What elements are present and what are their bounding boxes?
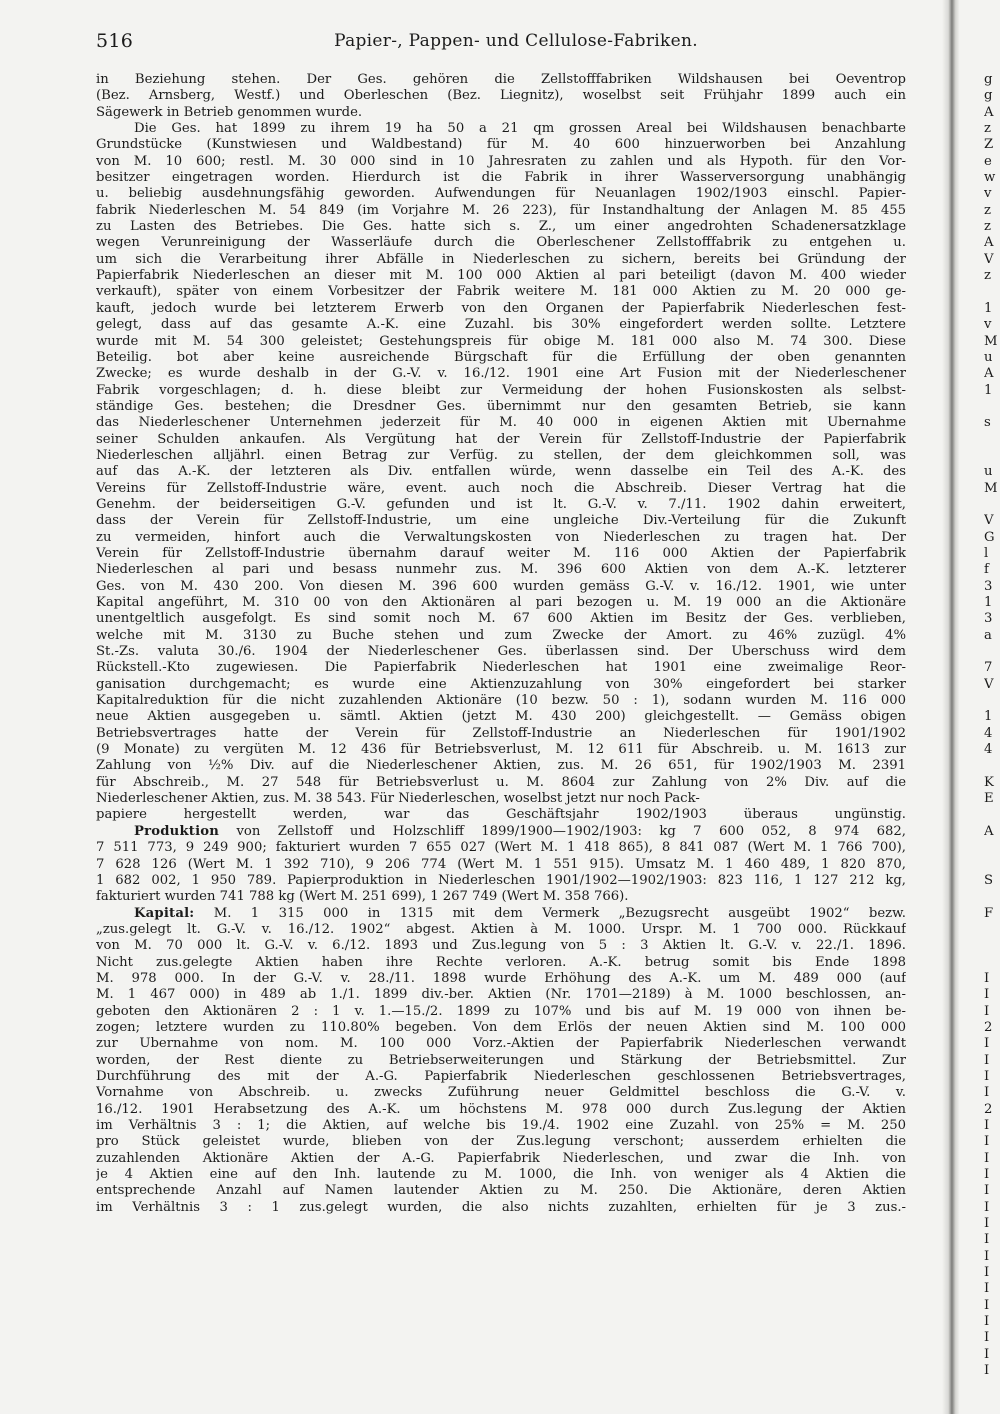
adjacent-fragment <box>984 857 1000 873</box>
adjacent-fragment: I <box>984 1167 990 1183</box>
text-line: St.-Zs. valuta 30./6. 1904 der Niederleschener Ges. überlassen sind. Der Überschuss wird dem <box>96 644 906 660</box>
text-line: u. beliebig ausdehnungsfähig geworden. Aufwendungen für Neuanlagen 1902/1903 einschl. Papier- <box>96 186 906 202</box>
text-line: Niederleschen al pari und besass nunmehr zus. M. 396 600 Aktien von dem A.-K. letzterer <box>96 562 906 578</box>
text-line: Ges. von M. 430 200. Von diesen M. 396 600 wurden gemäss G.-V. v. 16./12. 1901, wie unter <box>96 578 906 594</box>
adjacent-fragment: I <box>984 1036 990 1052</box>
adjacent-fragment <box>984 955 1000 971</box>
kapital-text: M. 1 315 000 in 1315 mit dem Vermerk „Bezugsrecht ausgeübt 1902“ bezw. <box>194 905 906 921</box>
adjacent-fragment: K <box>984 774 994 790</box>
adjacent-fragment: z <box>984 121 991 137</box>
produktion-heading: Produktion <box>134 823 220 839</box>
kapital-line: „zus.gelegt lt. G.-V. v. 16./12. 1902“ abgest. Aktien à M. 1000. Urspr. M. 1 700 000. Rückkauf <box>96 921 906 937</box>
adjacent-fragment: l <box>984 545 989 561</box>
text-line: gelegt, dass auf das gesamte A.-K. eine Zuzahl. bis 30% eingefordert werden sollte. Letztere <box>96 317 906 333</box>
adjacent-fragment: 1 <box>984 300 993 316</box>
text-line: für Abschreib., M. 27 548 für Betriebsverlust u. M. 8604 zur Zahlung von 2% Div. auf die <box>96 774 906 790</box>
kapital-heading: Kapital: <box>134 905 195 921</box>
adjacent-fragment: I <box>984 1363 990 1379</box>
adjacent-fragment: z <box>984 268 991 284</box>
kapital-line: zogen; letztere wurden zu 110.80% begeben. Von dem Erlös der neuen Aktien sind M. 100 000 <box>96 1019 906 1035</box>
adjacent-fragment: g <box>984 72 993 87</box>
text-line: Sägewerk in Betrieb genommen wurde. <box>96 104 363 120</box>
adjacent-fragment: e <box>984 153 992 169</box>
adjacent-fragment: G <box>984 529 995 545</box>
adjacent-fragment: I <box>984 1150 990 1166</box>
adjacent-fragment: I <box>984 1199 990 1215</box>
text-line: auf das A.-K. der letzteren als Div. entfallen würde, wenn dasselbe ein Teil des A.-K. des <box>96 464 906 480</box>
adjacent-fragment <box>984 889 1000 905</box>
adjacent-fragment: I <box>984 1281 990 1297</box>
kapital-line: M. 978 000. In der G.-V. v. 28./11. 1898 wurde Erhöhung des A.-K. um M. 489 000 (auf <box>96 970 906 986</box>
adjacent-fragment: I <box>984 1216 990 1232</box>
kapital-line: Durchführung des mit der A.-G. Papierfabrik Niederleschen geschlossenen Betriebsvertrages, <box>96 1068 906 1084</box>
adjacent-fragment <box>984 840 1000 856</box>
adjacent-fragment <box>984 497 1000 513</box>
adjacent-fragment: I <box>984 970 990 986</box>
kapital-line: pro Stück geleistet wurde, blieben von der Zus.legung verschont; ausserdem erhielten die <box>96 1134 906 1150</box>
adjacent-fragment: A <box>984 823 994 839</box>
kapital-line: M. 1 467 000) in 489 ab 1./1. 1899 div.-ber. Aktien (Nr. 1701—2189) à M. 1000 beschlossen, an- <box>96 987 906 1003</box>
adjacent-fragment: I <box>984 987 990 1003</box>
text-line: wurde mit M. 54 300 geleistet; Gestehungspreis für obige M. 181 000 also M. 74 300. Diese <box>96 333 906 349</box>
adjacent-fragment: F <box>984 905 994 921</box>
body-text <box>96 72 906 1216</box>
adjacent-fragment: I <box>984 1346 990 1362</box>
produktion-text: von Zellstoff und Holzschliff 1899/1900—1902/1903: kg 7 600 052, 8 974 682, <box>219 823 906 839</box>
adjacent-fragment: V <box>984 251 994 267</box>
text-line: Verein für Zellstoff-Industrie übernahm darauf weiter M. 116 000 Aktien der Papierfabrik <box>96 545 906 561</box>
kapital-line: je 4 Aktien eine auf den Inh. lautende zu M. 1000, die Inh. von weniger als 4 Aktien die <box>96 1167 906 1183</box>
adjacent-fragment: s <box>984 415 991 431</box>
adjacent-fragment <box>984 399 1000 415</box>
produktion-line: 7 628 126 (Wert M. 1 392 710), 9 206 774 (Wert M. 1 551 915). Umsatz M. 1 460 489, 1 820 870, <box>96 856 906 872</box>
adjacent-fragment: I <box>984 1314 990 1330</box>
text-line: dass der Verein für Zellstoff-Industrie, um eine ungleiche Div.-Verteilung für die Zukunft <box>96 513 906 529</box>
adjacent-fragment: z <box>984 219 991 235</box>
adjacent-fragment: I <box>984 1134 990 1150</box>
text-line: besitzer eingetragen worden. Hierdurch ist die Fabrik in ihrer Wasserversorgung unabhängig <box>96 170 906 186</box>
text-line: Genehm. der beiderseitigen G.-V. gefunden und ist lt. G.-V. v. 7./11. 1902 dahin erweitert, <box>96 496 906 512</box>
adjacent-fragment: I <box>984 1297 990 1313</box>
text-line: Zahlung von ½% Div. auf die Niederleschener Aktien, zus. M. 26 651, für 1902/1903 M. 2391 <box>96 758 906 774</box>
adjacent-fragment: 2 <box>984 1019 993 1035</box>
text-line: ganisation durchgemacht; es wurde eine Aktienzuzahlung von 30% eingefordert bei starker <box>96 676 906 692</box>
adjacent-fragment: u <box>984 349 993 365</box>
adjacent-fragment: I <box>984 1085 990 1101</box>
kapital-line: worden, der Rest diente zu Betriebserweiterungen und Stärkung der Betriebsmittel. Zur <box>96 1052 906 1068</box>
text-line: (Bez. Arnsberg, Westf.) und Oberleschen (Bez. Liegnitz), woselbst seit Frühjahr 1899 auch ein <box>96 88 906 104</box>
running-title: Papier-, Pappen- und Cellulose-Fabriken. <box>334 31 698 51</box>
adjacent-fragment: I <box>984 1052 990 1068</box>
adjacent-fragment <box>984 432 1000 448</box>
text-line: unentgeltlich ausgefolgt. Es sind somit noch M. 67 600 Aktien im Besitz der Ges. verblieben, <box>96 611 906 627</box>
text-line: (9 Monate) zu vergüten M. 12 436 für Betriebsverlust, M. 12 611 für Abschreib. u. M. 1613 zur <box>96 742 906 758</box>
kapital-line: geboten den Aktionären 2 : 1 v. 1.—15./2. 1899 zu 107% und bis auf M. 19 000 von ihnen be- <box>96 1003 906 1019</box>
kapital-line: entsprechende Anzahl auf Namen lautender Aktien zu M. 250. Die Aktionäre, deren Aktien <box>96 1183 906 1199</box>
text-line: Rückstell.-Kto zugewiesen. Die Papierfabrik Niederleschen hat 1901 eine zweimalige Reor- <box>96 660 906 676</box>
text-line: zu Lasten des Betriebes. Die Ges. hatte sich s. Z., um einer angedrohten Schadenersatzklage <box>96 219 906 235</box>
adjacent-fragment: 2 <box>984 1101 993 1117</box>
adjacent-fragment <box>984 693 1000 709</box>
text-line: ständige Ges. bestehen; die Dresdner Ges. übernimmt nur den gesamten Betrieb, sie kann <box>96 398 906 414</box>
text-line: Niederleschen alljährl. einen Betrag zur Verfüg. zu stellen, der dem gleichkommen soll, was <box>96 447 906 463</box>
text-line: kauft, jedoch wurde bei letzterem Erwerb von den Organen der Papierfabrik Niederleschen fest- <box>96 300 906 316</box>
adjacent-fragment: g <box>984 88 993 104</box>
produktion-line <box>96 824 906 840</box>
adjacent-fragment: E <box>984 791 994 807</box>
adjacent-fragment: 3 <box>984 611 993 627</box>
kapital-line: Vornahme von Abschreib. u. zwecks Zuführung neuer Geldmittel beschloss die G.-V. v. <box>96 1085 906 1101</box>
kapital-line: 16./12. 1901 Herabsetzung des A.-K. um höchstens M. 978 000 durch Zus.legung der Aktien <box>96 1101 906 1117</box>
adjacent-fragment <box>984 922 1000 938</box>
adjacent-fragment: u <box>984 464 993 480</box>
kapital-line <box>96 906 906 922</box>
text-line: das Niederleschener Unternehmen jederzeit für M. 40 000 in eigenen Aktien mit Übernahme <box>96 415 906 431</box>
adjacent-fragment <box>984 284 1000 300</box>
kapital-line: von M. 70 000 lt. G.-V. v. 6./12. 1893 und Zus.legung von 5 : 3 Aktien lt. G.-V. v. 22./1. 1896. <box>96 938 906 954</box>
adjacent-fragment: V <box>984 676 994 692</box>
text-line: Kapitalreduktion für die nicht zuzahlenden Aktionäre (10 bezw. 50 : 1), sodann wurden M. 116 000 <box>96 693 906 709</box>
adjacent-fragment <box>984 448 1000 464</box>
text-line: Die Ges. hat 1899 zu ihrem 19 ha 50 a 21 qm grossen Areal bei Wildshausen benachbarte <box>134 121 906 137</box>
text-line: in Beziehung stehen. Der Ges. gehören die Zellstofffabriken Wildshausen bei Oeventrop <box>96 72 906 87</box>
adjacent-fragment: A <box>984 104 994 120</box>
kapital-line: im Verhältnis 3 : 1; die Aktien, auf welche bis 19./4. 1902 eine Zuzahl. von 25% = M. 250 <box>96 1118 906 1133</box>
adjacent-fragment: a <box>984 627 992 643</box>
produktion-line: 7 511 773, 9 249 900; fakturiert wurden 7 655 027 (Wert M. 1 418 865), 8 841 087 (Wert M. 1 766 700), <box>96 840 906 856</box>
text-line: Grundstücke (Kunstwiesen und Waldbestand) für M. 40 600 hinzuerworben bei Anzahlung <box>96 137 906 153</box>
adjacent-fragment: I <box>984 1183 990 1199</box>
adjacent-fragment: I <box>984 1265 990 1281</box>
text-line: seiner Schulden ankaufen. Als Vergütung hat der Verein für Zellstoff-Industrie der Papierfabrik <box>96 431 906 447</box>
kapital-line: im Verhältnis 3 : 1 zus.gelegt wurden, die also nichts zuzahlten, erhielten für je 3 zus.- <box>96 1199 906 1215</box>
text-line: Papierfabrik Niederleschen an dieser mit M. 100 000 Aktien al pari beteiligt (davon M. 400 wieder <box>96 268 906 284</box>
text-line: fabrik Niederleschen M. 54 849 (im Vorjahre M. 26 223), für Instandhaltung der Anlagen M. 85 455 <box>96 202 906 218</box>
page-header <box>96 30 936 60</box>
book-gutter <box>942 0 960 1414</box>
text-line: Fabrik vorgeschlagen; d. h. diese bleibt zur Vermeidung der hohen Fusionskosten als selbst- <box>96 382 906 398</box>
adjacent-fragment: v <box>984 186 992 202</box>
text-line: Niederleschener Aktien, zus. M. 38 543. Für Niederleschen, woselbst jetzt nur noch Pack- <box>96 791 700 807</box>
text-line: um sich die Verarbeitung ihrer Abfälle in Niederleschen zu sichern, bereits bei Gründung der <box>96 251 906 267</box>
text-line: papiere hergestellt werden, war das Geschäftsjahr 1902/1903 überaus ungünstig. <box>96 807 906 823</box>
kapital-line: zur Übernahme von nom. M. 100 000 Vorz.-Aktien der Papierfabrik Niederleschen verwandt <box>96 1036 906 1052</box>
adjacent-fragment: I <box>984 1248 990 1264</box>
adjacent-fragment: 4 <box>984 742 993 758</box>
adjacent-fragment: I <box>984 1003 990 1019</box>
text-line: Zwecke; es wurde deshalb in der G.-V. v. 16./12. 1901 eine Art Fusion mit der Niederleschener <box>96 366 906 382</box>
adjacent-fragment <box>984 807 1000 823</box>
adjacent-fragment: 4 <box>984 725 993 741</box>
adjacent-fragment: I <box>984 1330 990 1346</box>
adjacent-fragment: 1 <box>984 382 993 398</box>
adjacent-fragment: A <box>984 366 994 382</box>
adjacent-fragment: A <box>984 235 994 251</box>
produktion-line: fakturiert wurden 741 788 kg (Wert M. 251 699), 1 267 749 (Wert M. 358 766). <box>96 889 629 905</box>
text-line: welche mit M. 3130 zu Buche stehen und zum Zwecke der Amort. zu 46% zuzügl. 4% <box>96 627 906 643</box>
adjacent-fragment: v <box>984 317 992 333</box>
adjacent-fragment: M <box>984 333 998 349</box>
page-number: 516 <box>96 30 134 52</box>
adjacent-fragment: Z <box>984 137 994 153</box>
adjacent-fragment: I <box>984 1118 990 1133</box>
text-line: von M. 10 600; restl. M. 30 000 sind in 10 Jahresraten zu zahlen und als Hypoth. für den Vor- <box>96 153 906 169</box>
adjacent-fragment <box>984 938 1000 954</box>
kapital-line: zuzahlenden Aktionäre Aktien der A.-G. Papierfabrik Niederleschen, und zwar die Inh. von <box>96 1150 906 1166</box>
text-line: Betriebsvertrages hatte der Verein für Zellstoff-Industrie an Niederleschen für 1901/1902 <box>96 725 906 741</box>
text-line: Vereins für Zellstoff-Industrie wäre, event. auch noch die Abschreib. Dieser Vertrag hat die <box>96 480 906 496</box>
adjacent-fragment <box>984 758 1000 774</box>
adjacent-fragment: S <box>984 872 994 888</box>
adjacent-fragment: V <box>984 513 994 529</box>
produktion-line: 1 682 002, 1 950 789. Papierproduktion in Niederleschen 1901/1902—1902/1903: 823 116, 1 127 212 kg, <box>96 872 906 888</box>
text-line: wegen Verunreinigung der Wasserläufe durch die Oberleschener Zellstofffabrik zu entgehen u. <box>96 235 906 251</box>
adjacent-fragment: 7 <box>984 660 993 676</box>
adjacent-fragment: 1 <box>984 595 993 610</box>
adjacent-fragment: 3 <box>984 578 993 594</box>
adjacent-fragment: I <box>984 1232 990 1248</box>
text-line: neue Aktien ausgegeben u. sämtl. Aktien (jetzt M. 430 200) gleichgestellt. — Gemäss obigen <box>96 709 906 725</box>
text-line: Kapital angeführt, M. 310 00 von den Aktionären al pari bezogen u. M. 19 000 an die Aktionäre <box>96 595 906 610</box>
adjacent-fragment: f <box>984 562 989 578</box>
text-line: Beteilig. bot aber keine ausreichende Bürgschaft für die Erfüllung der oben genannten <box>96 349 906 365</box>
adjacent-fragment: I <box>984 1068 990 1084</box>
adjacent-fragment: z <box>984 202 991 218</box>
adjacent-fragment: w <box>984 170 996 186</box>
text-line: zu vermeiden, hinfort auch die Verwaltungskosten von Niederleschen zu tragen hat. Der <box>96 529 906 545</box>
kapital-line: Nicht zus.gelegte Aktien haben ihre Rechte verloren. A.-K. betrug somit bis Ende 1898 <box>96 954 906 970</box>
adjacent-fragment: 1 <box>984 709 993 725</box>
text-line: verkauft), später von einem Vorbesitzer der Fabrik weitere M. 181 000 Aktien zu M. 20 000 ge- <box>96 284 906 300</box>
adjacent-fragment <box>984 644 1000 660</box>
adjacent-fragment: M <box>984 480 998 496</box>
adjacent-page-fragment <box>984 72 1000 1380</box>
